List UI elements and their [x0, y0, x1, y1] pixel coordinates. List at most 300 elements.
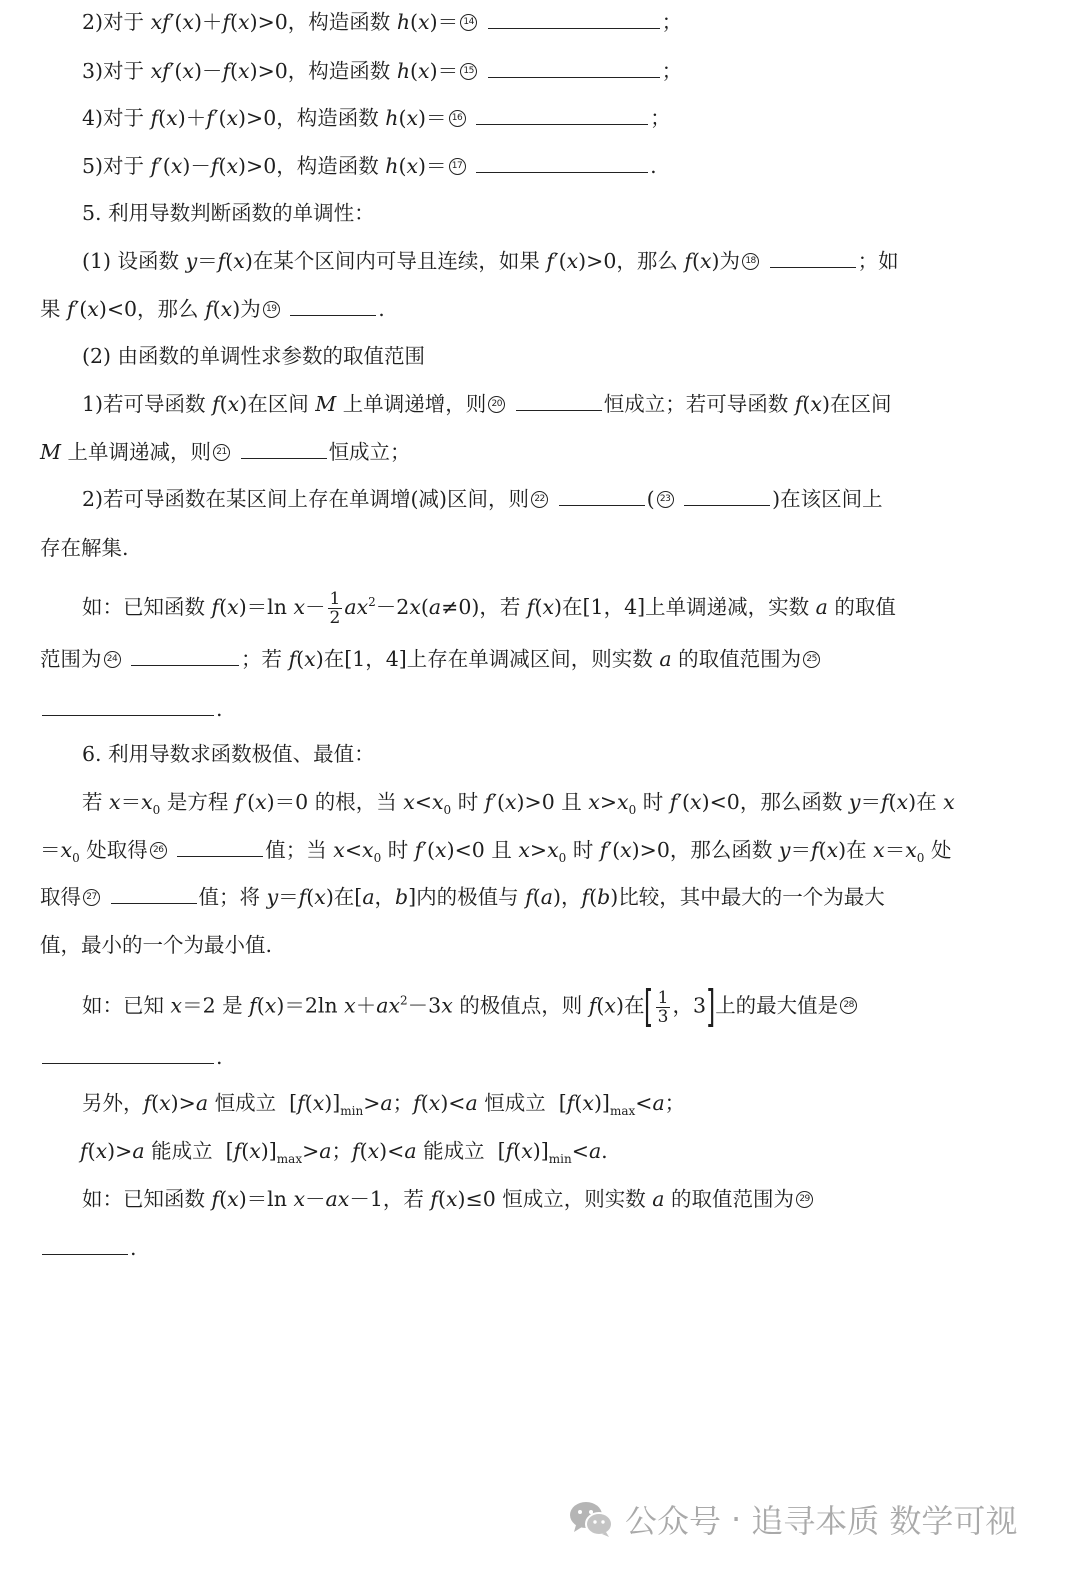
math-variable: x: [166, 106, 178, 130]
text-run: )在区间: [239, 392, 316, 416]
text-run: 5. 利用导数判断函数的单调性：: [82, 201, 375, 225]
superscript: 2: [368, 595, 376, 609]
text-run: <: [414, 790, 432, 814]
text-run: [507, 392, 514, 416]
text-run: )，: [553, 885, 582, 909]
math-variable: f: [599, 838, 608, 862]
text-run: .: [130, 1236, 137, 1260]
text-run: (: [219, 594, 228, 619]
text-run: (: [230, 10, 239, 34]
text-run: )]: [593, 1091, 610, 1115]
text-run: ＝: [790, 838, 811, 862]
text-run: ′(: [213, 106, 227, 130]
text-run: )在: [838, 838, 874, 862]
text-run: ′(: [169, 10, 183, 34]
line-l19: [40, 883, 885, 911]
text-run: (: [219, 392, 228, 416]
math-variable: x: [588, 790, 600, 814]
text-run: )≤0 恒成立，则实数: [457, 1187, 653, 1211]
text-run: )]: [324, 1091, 341, 1115]
text-run: )－: [182, 154, 211, 178]
text-run: ；: [661, 59, 683, 83]
text-run: )<0，那么: [98, 297, 206, 321]
text-run: [123, 647, 130, 671]
math-variable: a: [428, 594, 442, 619]
math-variable: f: [206, 106, 214, 130]
text-run: [479, 59, 486, 83]
text-run: ′(: [553, 249, 567, 273]
text-run: )>: [107, 1139, 133, 1163]
math-variable: x: [304, 647, 316, 671]
text-run: 值；将: [198, 885, 267, 909]
line-l13: [82, 588, 896, 627]
math-variable: f: [217, 249, 226, 273]
math-variable: x: [255, 790, 267, 814]
math-variable: f: [525, 885, 533, 909]
line-l2: [82, 57, 682, 85]
math-variable: f: [297, 1091, 305, 1115]
circled-number: 27: [83, 889, 100, 906]
text-run: ′(: [158, 154, 171, 178]
text-run: (: [212, 297, 221, 321]
text-run: )>: [170, 1091, 196, 1115]
text-run: )比较，其中最大的一个为最大: [610, 885, 885, 909]
math-variable: y: [266, 885, 279, 909]
math-variable: x: [141, 790, 153, 814]
text-run: ＝: [860, 790, 881, 814]
math-variable: f: [505, 1139, 514, 1163]
text-run: >: [599, 790, 618, 814]
text-run: ＝: [120, 790, 142, 814]
fraction-numerator: 1: [657, 987, 669, 1008]
math-variable: x: [943, 790, 955, 814]
text-run: )>0，那么函数: [631, 838, 779, 862]
math-variable: x: [220, 297, 233, 321]
math-variable: x: [810, 392, 822, 416]
math-variable: x: [344, 993, 356, 1018]
math-variable: x: [620, 838, 632, 862]
math-variable: a: [659, 647, 672, 671]
text-run: ＝: [884, 838, 906, 862]
circled-number: 25: [803, 651, 820, 668]
text-run: .: [216, 697, 223, 721]
answer-blank: [241, 440, 327, 459]
text-run: (: [420, 1091, 429, 1115]
math-variable: f: [352, 1139, 360, 1163]
text-run: 的取值范围为: [664, 1187, 795, 1211]
text-run: .: [216, 1045, 223, 1069]
text-run: 恒成立 [: [208, 1091, 298, 1115]
math-variable: f: [67, 297, 75, 321]
text-run: (: [218, 154, 227, 178]
math-variable: a: [815, 594, 828, 619]
text-run: )＝ln: [238, 1187, 294, 1211]
text-run: )<0 且: [446, 838, 519, 862]
text-run: (: [818, 838, 827, 862]
math-variable: f: [150, 154, 159, 178]
math-variable: a: [652, 1091, 665, 1115]
text-run: )＝: [429, 10, 459, 34]
fraction-numerator: 1: [329, 588, 341, 609]
math-variable: x: [333, 838, 345, 862]
math-variable: ax: [344, 594, 369, 619]
text-run: (: [534, 594, 543, 619]
math-variable: x: [409, 594, 421, 619]
math-variable: h: [396, 59, 411, 83]
math-variable: f: [205, 297, 213, 321]
text-run: ＝: [278, 885, 299, 909]
text-run: 值，最小的一个为最小值.: [40, 933, 273, 957]
math-variable: x: [699, 249, 712, 273]
text-run: 时: [566, 838, 600, 862]
circled-number: 28: [840, 997, 857, 1014]
text-run: )<0，那么函数: [701, 790, 849, 814]
circled-number: 19: [263, 301, 280, 318]
math-variable: x: [264, 993, 277, 1018]
text-run: )<: [440, 1091, 466, 1115]
text-run: 范围为: [40, 647, 102, 671]
text-run: 4)对于: [82, 106, 151, 130]
math-variable: f: [413, 1091, 421, 1115]
math-variable: x: [566, 249, 579, 273]
answer-blank: [42, 1045, 214, 1064]
text-run: 恒成立 [: [477, 1091, 567, 1115]
text-run: 时: [451, 790, 485, 814]
math-variable: f: [143, 1091, 152, 1115]
text-run: [676, 487, 683, 511]
text-run: )＋: [193, 10, 223, 34]
math-variable: x: [418, 10, 430, 34]
interval-bracket: [: [644, 981, 654, 1032]
math-variable: x: [182, 10, 194, 34]
text-run: －3: [407, 993, 442, 1018]
math-variable: a: [652, 1187, 665, 1211]
math-variable: x: [362, 838, 374, 862]
math-variable: x: [504, 790, 517, 814]
math-variable: ax: [376, 993, 401, 1018]
text-run: (: [296, 647, 305, 671]
subscript: 0: [443, 803, 452, 818]
text-run: ，3: [672, 993, 707, 1018]
text-run: (: [306, 885, 315, 909]
subscript: 0: [373, 851, 382, 866]
math-variable: x: [896, 790, 909, 814]
answer-blank: [488, 10, 660, 29]
text-run: (: [359, 1139, 368, 1163]
text-run: (: [532, 885, 541, 909]
math-variable: f: [811, 838, 819, 862]
text-run: .: [601, 1139, 608, 1163]
superscript: 2: [400, 993, 408, 1008]
text-run: (: [888, 790, 897, 814]
wechat-icon: [567, 1499, 615, 1539]
math-variable: x: [367, 1139, 380, 1163]
math-variable: h: [396, 10, 411, 34]
text-run: (: [256, 993, 265, 1018]
text-run: (: [225, 249, 234, 273]
circled-number: 17: [449, 158, 466, 175]
math-variable: x: [293, 594, 306, 619]
text-run: [232, 440, 239, 464]
text-run: .: [650, 154, 657, 178]
text-run: (: [410, 59, 419, 83]
text-run: <: [635, 1091, 653, 1115]
text-run: (: [151, 1091, 160, 1115]
math-variable: f: [588, 993, 597, 1018]
answer-blank: [516, 392, 602, 411]
text-run: 上单调递减，则: [61, 440, 212, 464]
text-run: －: [305, 594, 326, 619]
line-l9: [82, 390, 891, 418]
answer-blank: [559, 487, 645, 506]
math-variable: f: [414, 838, 423, 862]
text-run: 时: [381, 838, 415, 862]
text-run: ＝: [40, 838, 61, 862]
text-run: >: [363, 1091, 381, 1115]
math-variable: x: [406, 154, 419, 178]
text-run: ′(: [169, 59, 183, 83]
text-run: )为: [232, 297, 261, 321]
text-run: )为: [711, 249, 741, 273]
text-run: 5)对于: [82, 154, 151, 178]
text-run: 如：已知函数: [82, 594, 212, 619]
subscript: max: [609, 1104, 636, 1119]
text-run: 值；当: [265, 838, 334, 862]
text-run: )在[: [325, 885, 363, 909]
text-run: )＝2ln: [276, 993, 345, 1018]
math-variable: f: [150, 106, 159, 130]
math-variable: f: [669, 790, 678, 814]
math-variable: x: [547, 838, 559, 862]
text-run: 上单调递增，则: [336, 392, 487, 416]
math-variable: a: [588, 1139, 602, 1163]
text-run: ；若: [241, 647, 289, 671]
line-l3: [82, 104, 671, 132]
math-variable: f: [566, 1091, 575, 1115]
math-variable: x: [182, 59, 194, 83]
text-run: (: [802, 392, 811, 416]
text-run: －2: [375, 594, 410, 619]
math-variable: x: [238, 59, 250, 83]
text-run: 若: [82, 790, 110, 814]
text-run: 能成立 [: [416, 1139, 506, 1163]
math-variable: f: [430, 1187, 438, 1211]
circled-number: 20: [488, 396, 505, 413]
math-variable: x: [293, 1187, 306, 1211]
math-variable: x: [159, 1091, 171, 1115]
text-run: ′(: [677, 790, 691, 814]
text-run: 如：已知: [82, 993, 171, 1018]
math-variable: f: [222, 10, 231, 34]
text-run: )<: [379, 1139, 405, 1163]
text-run: ；: [650, 106, 671, 130]
math-variable: f: [546, 249, 554, 273]
math-variable: f: [233, 1139, 242, 1163]
math-variable: x: [238, 10, 250, 34]
line-l6: [82, 247, 899, 275]
math-variable: x: [406, 106, 419, 130]
fraction-denominator: 2: [329, 607, 341, 628]
text-run: ；: [331, 1139, 353, 1163]
text-run: )]: [260, 1139, 277, 1163]
fraction: [328, 590, 343, 627]
math-variable: a: [132, 1139, 145, 1163]
math-variable: a: [404, 1139, 417, 1163]
text-run: ；: [661, 10, 683, 34]
circled-number: 24: [104, 651, 121, 668]
text-run: )]: [532, 1139, 549, 1163]
text-run: [761, 249, 768, 273]
math-variable: x: [826, 838, 839, 862]
math-variable: a: [362, 885, 375, 909]
text-run: 是方程: [160, 790, 235, 814]
fraction: [656, 989, 671, 1026]
math-variable: x: [227, 594, 239, 619]
math-variable: f: [298, 885, 307, 909]
text-run: (: [304, 1091, 313, 1115]
line-l25: [82, 1185, 815, 1213]
text-run: (: [437, 1187, 446, 1211]
text-run: )在该区间上: [772, 487, 883, 511]
math-variable: f: [794, 392, 803, 416]
text-run: 能成立 [: [144, 1139, 234, 1163]
line-l8: [82, 342, 425, 370]
math-variable: xf: [150, 10, 170, 34]
text-run: 恒成立；: [328, 440, 411, 464]
text-run: 3)对于: [82, 59, 151, 83]
text-run: 另外，: [82, 1091, 144, 1115]
math-variable: x: [617, 790, 629, 814]
text-run: )＝: [418, 106, 447, 130]
circled-number: 23: [657, 491, 674, 508]
math-variable: f: [211, 1187, 220, 1211]
text-run: (2) 由函数的单调性求参数的取值范围: [82, 344, 426, 368]
text-run: 1)若可导函数: [82, 392, 213, 416]
watermark-dot: ·: [731, 1500, 742, 1538]
line-l1: [82, 8, 682, 36]
answer-blank: [42, 1236, 128, 1255]
interval-bracket: ]: [705, 981, 716, 1032]
math-variable: xf: [150, 59, 170, 83]
answer-blank: [684, 487, 770, 506]
circled-number: 16: [449, 110, 466, 127]
answer-blank: [476, 106, 648, 125]
text-run: )＝ln: [238, 594, 294, 619]
text-run: ；: [392, 1091, 414, 1115]
text-run: ；如: [857, 249, 899, 273]
watermark-prefix: 公众号: [625, 1502, 722, 1540]
math-variable: x: [87, 297, 99, 321]
text-run: ′(: [74, 297, 88, 321]
math-variable: x: [312, 1091, 325, 1115]
subscript: 0: [916, 851, 925, 866]
math-variable: x: [521, 1139, 533, 1163]
math-variable: f: [234, 790, 243, 814]
text-run: (: [513, 1139, 522, 1163]
text-run: ′(: [422, 838, 436, 862]
answer-blank: [42, 697, 214, 716]
line-l16: [82, 740, 375, 768]
math-variable: f: [880, 790, 889, 814]
text-run: ≠0)，若: [441, 594, 527, 619]
text-run: )>0，构造函数: [238, 154, 386, 178]
text-run: 处: [924, 838, 952, 862]
text-run: [169, 838, 176, 862]
text-run: )>0，构造函数: [249, 10, 397, 34]
math-variable: f: [212, 392, 220, 416]
math-variable: x: [445, 1187, 458, 1211]
fraction-denominator: 3: [657, 1006, 669, 1027]
subscript: min: [340, 1104, 364, 1119]
line-l15: [40, 695, 223, 723]
subscript: max: [276, 1152, 303, 1167]
text-run: ＝: [197, 249, 218, 273]
math-variable: f: [684, 249, 692, 273]
text-run: 的取值范围为: [671, 647, 802, 671]
text-run: (1) 设函数: [82, 249, 186, 273]
answer-blank: [290, 297, 376, 316]
math-variable: f: [581, 885, 590, 909]
math-variable: x: [227, 1187, 239, 1211]
text-run: (: [574, 1091, 583, 1115]
line-l26: [40, 1234, 137, 1262]
math-variable: x: [226, 154, 239, 178]
math-variable: b: [597, 885, 611, 909]
math-variable: f: [249, 993, 257, 1018]
text-run: ；: [664, 1091, 686, 1115]
text-run: )在区间: [821, 392, 892, 416]
math-variable: x: [227, 392, 240, 416]
math-variable: ax: [325, 1187, 350, 1211]
math-variable: x: [233, 249, 245, 273]
line-l4: [82, 152, 657, 180]
math-variable: y: [848, 790, 861, 814]
math-variable: x: [905, 838, 917, 862]
text-run: )>0 且: [516, 790, 589, 814]
text-run: (: [398, 106, 407, 130]
math-variable: x: [418, 59, 430, 83]
text-run: )在某个区间内可导且连续，如果: [244, 249, 547, 273]
math-variable: x: [249, 1139, 261, 1163]
subscript: 0: [72, 851, 80, 866]
text-run: ′(: [492, 790, 505, 814]
circled-number: 18: [742, 253, 759, 270]
line-l22: [40, 1043, 223, 1071]
math-variable: a: [540, 885, 554, 909]
text-run: [468, 106, 475, 130]
math-variable: x: [582, 1091, 594, 1115]
text-run: >: [302, 1139, 320, 1163]
math-variable: M: [40, 440, 61, 464]
line-l11: [82, 485, 883, 513]
text-run: (: [219, 1187, 228, 1211]
text-run: (: [420, 594, 429, 619]
text-run: ＝2 是: [182, 993, 250, 1018]
text-run: (: [230, 59, 239, 83]
math-variable: f: [484, 790, 493, 814]
text-run: 恒成立；若可导函数: [603, 392, 795, 416]
line-l18: [40, 836, 951, 872]
math-variable: x: [314, 885, 326, 909]
subscript: 0: [628, 803, 637, 818]
math-variable: x: [518, 838, 530, 862]
text-run: )>0，那么: [578, 249, 685, 273]
text-run: (: [691, 249, 700, 273]
line-l7: [40, 295, 385, 323]
text-run: )在: [615, 993, 645, 1018]
math-variable: x: [604, 993, 616, 1018]
math-variable: M: [315, 392, 337, 416]
